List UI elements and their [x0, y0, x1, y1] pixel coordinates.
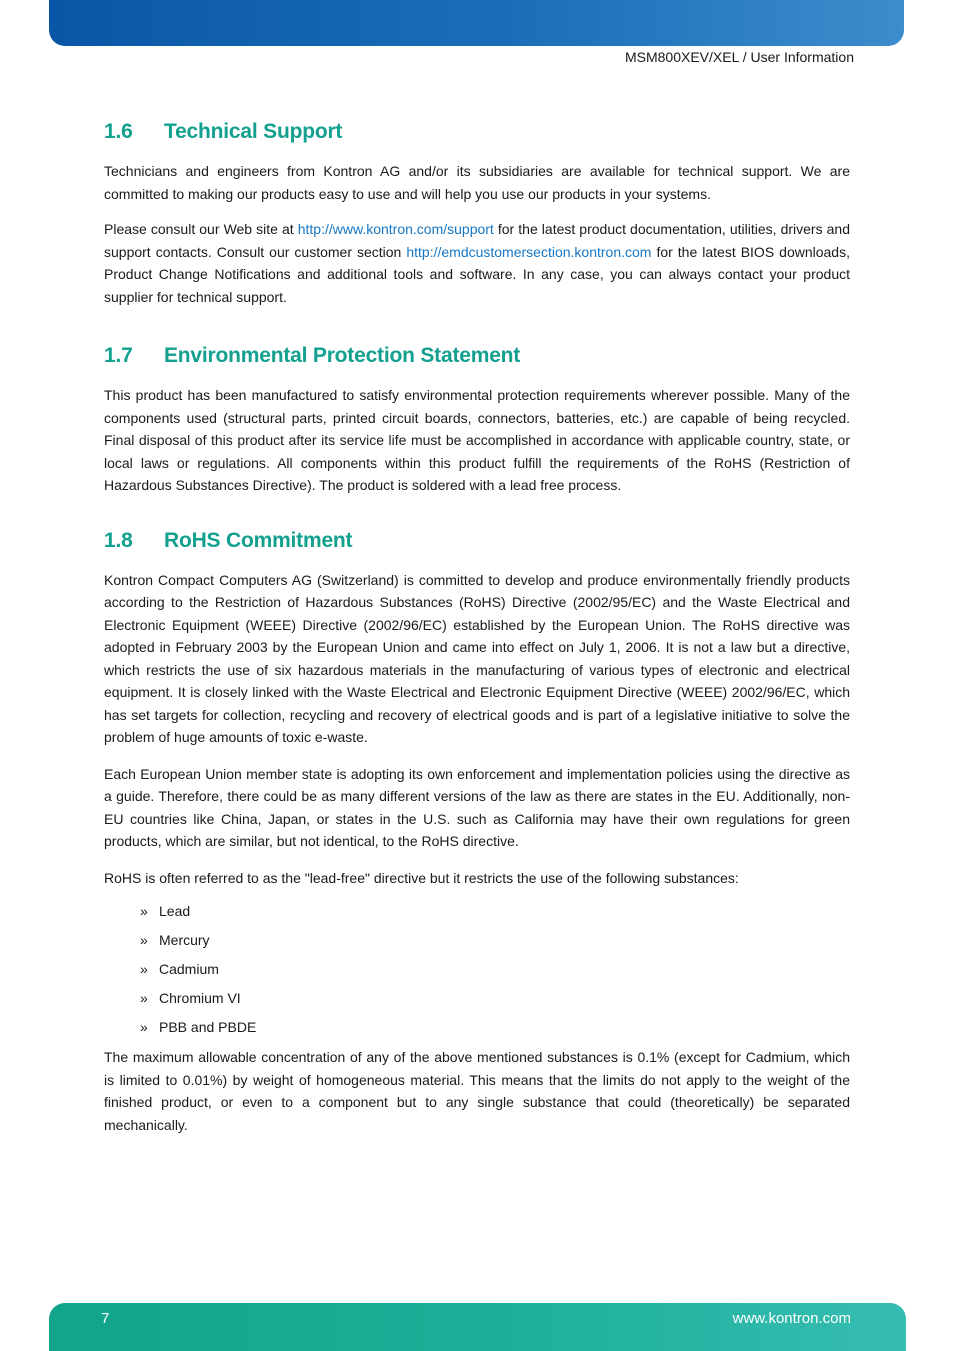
document-title: MSM800XEV/XEL / User Information	[624, 49, 854, 65]
bullet-icon: »	[140, 932, 148, 948]
customer-section-link[interactable]: http://emdcustomersection.kontron.com	[406, 243, 652, 260]
header-banner	[49, 0, 904, 46]
support-link[interactable]: http://www.kontron.com/support	[297, 221, 494, 237]
list-item: » Chromium VI	[140, 990, 241, 1006]
bullet-icon: »	[140, 990, 148, 1006]
substance-list	[104, 901, 850, 1046]
section-title: RoHS Commitment	[164, 528, 353, 552]
paragraph: Kontron Compact Computers AG (Switzerland) is committed to develop and produce environmentally friendly products according to the Restriction of Hazardous Substances (RoHS) Directive (2002/95/EC) and the Waste Electrical and Electronic Equipment (WEEE) Directive (2002/96/EC) established by the European Union. The RoHS directive was adopted in February 2003 by the European Union and came into effect on July 1, 2006. It is not a law but a directive, which restricts the use of six hazardous materials in the manufacturing of various types of electronic and electrical equipment. It is closely linked with the Waste Electrical and Electronic Equipment Directive (WEEE) 2002/96/EC, which has set targets for collection, recycling and recovery of electrical goods and is part of a legislative initiative to solve the problem of huge amounts of toxic e-waste.	[104, 571, 850, 745]
footer-bar	[49, 1303, 906, 1351]
bullet-icon: »	[140, 903, 148, 919]
paragraph-support-links: Please consult our Web site at http://www.kontron.com/support for the latest product documentation, utilities, drivers and support contacts. Consult our customer section http://emdcustomersection.kontron.com for the latest BIOS downloads, Product Change Notifications and additional tools and software. In any case, you can always contact your product supplier for technical support.	[104, 221, 851, 305]
section-number: 1.7	[104, 344, 133, 367]
section-heading-rohs-commitment	[104, 529, 850, 553]
section-number: 1.8	[104, 528, 133, 552]
paragraph: Each European Union member state is adopting its own enforcement and implementation policies using the directive as a guide. Therefore, there could be as many different versions of the law as there are states in the EU. Additionally, non-EU countries like China, Japan, or states in the U.S. such as California may have their own regulations for green products, which are similar, but not identical, to the RoHS directive.	[104, 765, 850, 849]
paragraph: This product has been manufactured to satisfy environmental protection requirements wherever possible. Many of the components used (structural parts, printed circuit boards, connectors, batteries, etc.) are capable of being recycled. Final disposal of this product after its service life must be accomplished in accordance with applicable country, state, or local laws or regulations. All components within this product fulfill the requirements of the RoHS (Restriction of Hazardous Substances Directive). The product is soldered with a lead free process.	[104, 387, 850, 493]
section-number: 1.6	[104, 120, 133, 143]
bullet-icon: »	[140, 961, 148, 977]
section-heading-environmental-protection	[104, 344, 850, 368]
paragraph: RoHS is often referred to as the "lead-free" directive but it restricts the use of the following substances:	[104, 869, 739, 886]
bullet-icon: »	[140, 1019, 148, 1035]
list-item: » Mercury	[140, 932, 210, 948]
list-item: » Lead	[140, 903, 191, 919]
section-title: Environmental Protection Statement	[164, 344, 521, 367]
page-content	[104, 118, 850, 1136]
page-number: 7	[101, 1310, 110, 1327]
section-heading-technical-support	[104, 120, 850, 144]
section-title: Technical Support	[164, 120, 343, 143]
website-link[interactable]: www.kontron.com	[732, 1310, 851, 1327]
paragraph: Technicians and engineers from Kontron AG and/or its subsidiaries are available for technical support. We are committed to making our products easy to use and will help you use our products in your systems.	[104, 163, 850, 202]
paragraph: The maximum allowable concentration of any of the above mentioned substances is 0.1% (except for Cadmium, which is limited to 0.01%) by weight of homogeneous material. This means that the limits do not apply to the weight of the finished product, or even to a component but to any single substance that could (theoretically) be separated mechanically.	[104, 1049, 850, 1133]
list-item: » PBB and PBDE	[140, 1019, 257, 1035]
list-item: » Cadmium	[140, 961, 219, 977]
